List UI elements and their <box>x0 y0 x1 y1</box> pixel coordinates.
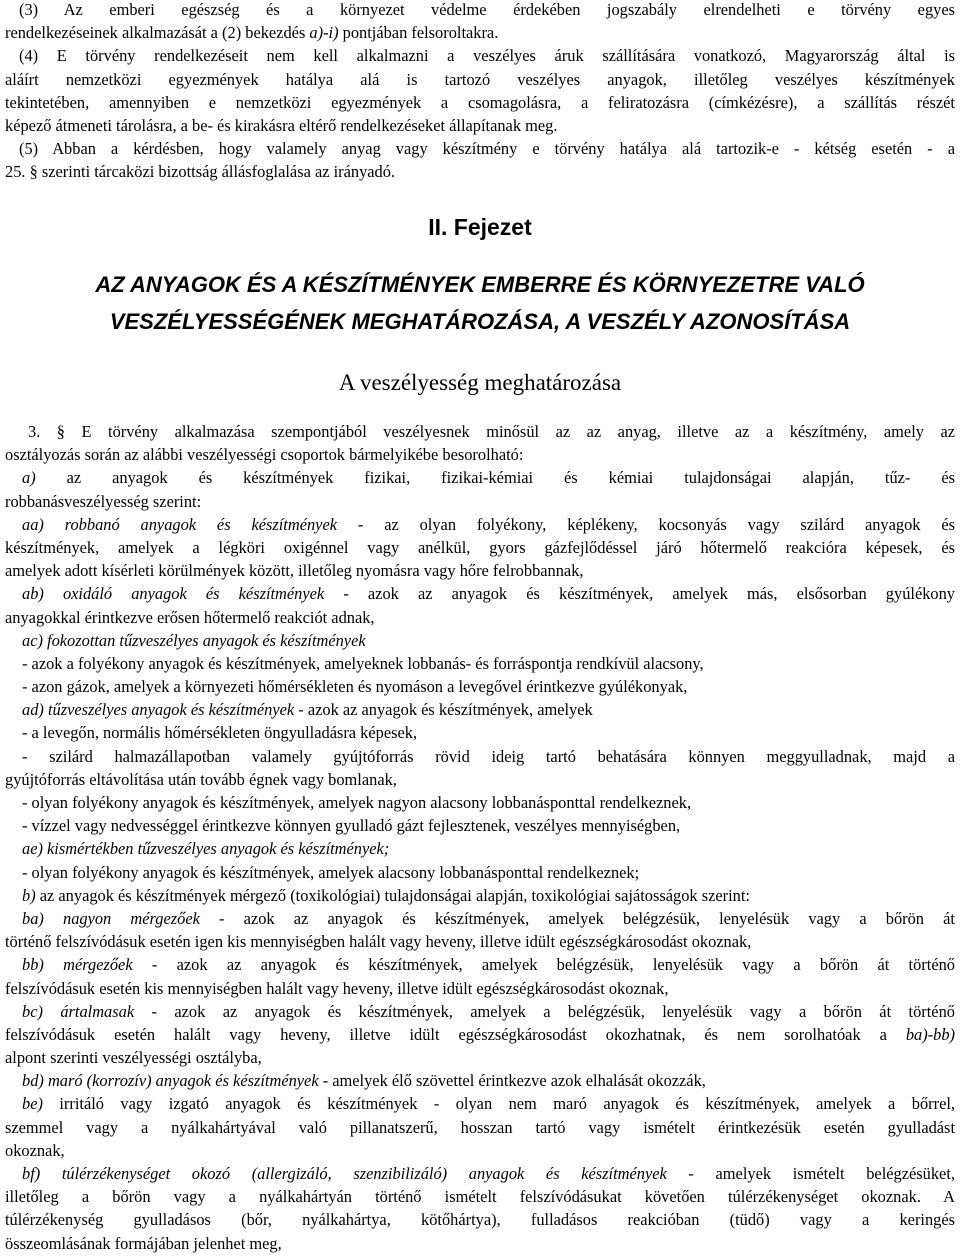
item-b-line-1: b) az anyagok és készítmények mérgező (toxikológiai) tulajdonságai alapján, toxikológiai sajátosságok szerint: <box>22 885 750 905</box>
section-3-line-1: 3. § E törvény alkalmazása szempontjából veszélyesnek minősül az az anyag, illetve az a készítmény, amely az <box>28 422 955 441</box>
item-bf-line-4: összeomlásának formájában jelenhet meg, <box>5 1233 282 1253</box>
item-ba-line-2: történő felszívódásuk esetén igen kis mennyiségben halált vagy heveny, illetve idült egészségkárosodást okoznak, <box>5 932 752 952</box>
para-5-line-2: 25. § szerinti tárcaközi bizottság állásfoglalása az irányadó. <box>5 162 396 182</box>
item-bc-line-1: bc) ártalmasak - azok az anyagok és készítmények, amelyek a belégzésük, lenyelésük vagy a bőrön át történő <box>22 1001 955 1021</box>
item-ac-dash-2: - azon gázok, amelyek a környezeti hőmérsékleten és nyomáson a levegővel érintkezve gyúlékonyak, <box>22 677 688 697</box>
section-subheading: A veszélyesség meghatározása <box>338 370 622 395</box>
item-a-line-2: robbanásveszélyesség szerint: <box>5 491 202 511</box>
item-ad-dash-2: - szilárd halmazállapotban valamely gyújtóforrás rövid ideig tartó behatására könnyen meggyulladnak, majd a <box>22 746 955 766</box>
item-a-line-1: a) az anyagok és készítmények fizikai, fizikai-kémiai és kémiai tulajdonságai alapján, tűz- és <box>22 468 955 488</box>
intro-paragraphs <box>5 0 955 184</box>
item-ad-dash-1: - a levegőn, normális hőmérsékleten öngyulladásra képesek, <box>22 723 418 743</box>
item-bb-line-2: felszívódásuk esetén kis mennyiségben halált vagy heveny, illetve idült egészségkárosodást okoznak, <box>5 978 669 998</box>
item-ad-dash-4: - vízzel vagy nedvességgel érintkezve könnyen gyulladó gázt fejlesztenek, veszélyes mennyiségben, <box>22 816 681 836</box>
para-4-line-2: aláírt nemzetközi egyezmények hatálya alá is tartozó veszélyes anyagok, illetőleg veszélyes készítmények <box>5 69 955 89</box>
item-be-line-2: szemmel vagy a nyálkahártyával való pillanatszerű, hosszan tartó vagy ismételt érintkezésük esetén gyulladást <box>5 1117 955 1137</box>
item-aa-line-2: készítmények, amelyek a légköri oxigénnel vagy anélkül, gyors gázfejlődéssel járó hőtermelő reakcióra képesek, és <box>5 537 955 557</box>
item-bd-line-1: bd) maró (korrozív) anyagok és készítmények - amelyek élő szövettel érintkezve azok elhalását okozzák, <box>22 1071 706 1091</box>
item-ae-dash-1: - olyan folyékony anyagok és készítmények, amelyek alacsony lobbanásponttal rendelkeznek; <box>22 862 640 882</box>
item-ba-line-1: ba) nagyon mérgezőek - azok az anyagok és készítmények, amelyek belégzésük, lenyelésük vagy a bőrön át <box>22 908 955 928</box>
item-ac-line-1: ac) fokozottan tűzveszélyes anyagok és készítmények <box>22 630 366 650</box>
chapter-heading-line-2: VESZÉLYESSÉGÉNEK MEGHATÁROZÁSA, A VESZÉLY AZONOSÍTÁSA <box>109 309 851 334</box>
section-3-body <box>5 420 955 1255</box>
para-3-line-1: (3) Az emberi egészség és a környezet védelme érdekében jogszabály elrendelheti e törvény egyes <box>19 0 955 19</box>
item-ad-line-1: ad) tűzveszélyes anyagok és készítmények - azok az anyagok és készítmények, amelyek <box>22 700 593 720</box>
item-ab-line-1: ab) oxidáló anyagok és készítmények - azok az anyagok és készítmények, amelyek más, elsősorban gyúlékony <box>22 584 955 604</box>
item-bf-line-3: túlérzékenység gyulladásos (bőr, nyálkahártya, kötőhártya), fulladásos reakcióban (tüdő) vagy a keringés <box>5 1210 955 1230</box>
item-aa-line-1: aa) robbanó anyagok és készítmények - az olyan folyékony, képlékeny, kocsonyás vagy szilárd anyagok és <box>22 514 955 534</box>
item-ac-dash-1: - azok a folyékony anyagok és készítmények, amelyeknek lobbanás- és forráspontja rendkívül alacsony, <box>22 653 704 673</box>
item-bc-line-3: alpont szerinti veszélyességi osztályba, <box>5 1048 262 1068</box>
para-4-line-3: tekintetében, amennyiben e nemzetközi egyezmények a csomagolásra, a feliratozásra (címkézésre), a szállítás részét <box>5 92 955 112</box>
para-4-line-4: képező átmeneti tárolásra, a be- és kirakásra eltérő rendelkezéseket állapítanak meg. <box>5 115 558 135</box>
item-ad-dash-2-cont: gyújtóforrás eltávolítása után tovább égnek vagy bomlanak, <box>5 769 397 789</box>
item-bf-line-2: illetőleg a bőrön vagy a nyálkahártyán történő ismételt felszívódásukat követően túlérzékenységet okoznak. A <box>5 1187 955 1207</box>
chapter-title: II. Fejezet <box>428 214 532 240</box>
item-ad-dash-3: - olyan folyékony anyagok és készítmények, amelyek nagyon alacsony lobbanásponttal rendelkeznek, <box>22 793 692 812</box>
item-ab-line-2: anyagokkal érintkezve erősen hőtermelő reakciót adnak, <box>5 607 375 627</box>
para-5-line-1: (5) Abban a kérdésben, hogy valamely anyag vagy készítmény e törvény hatálya alá tartozik-e - kétség esetén - a <box>19 139 955 159</box>
item-bb-line-1: bb) mérgezőek - azok az anyagok és készítmények, amelyek belégzésük, lenyelésük vagy a bőrön át történő <box>22 955 955 975</box>
chapter-heading-line-1: AZ ANYAGOK ÉS A KÉSZÍTMÉNYEK EMBERRE ÉS KÖRNYEZETRE VALÓ <box>95 272 865 297</box>
item-bf-line-1: bf) túlérzékenységet okozó (allergizáló, szenzibilizáló) anyagok és készítmények - amelyek ismételt belégzésüket, <box>22 1164 955 1183</box>
item-be-line-3: okoznak, <box>5 1140 65 1160</box>
para-4-line-1: (4) E törvény rendelkezéseit nem kell alkalmazni a veszélyes áruk szállítására vonatkozó, Magyarország által is <box>19 46 955 66</box>
section-3-line-2: osztályozás során az alábbi veszélyességi csoportok bármelyikébe besorolható: <box>5 445 524 465</box>
item-be-line-1: be) irritáló vagy izgató anyagok és készítmények - olyan nem maró anyagok és készítmények, amelyek a bőrrel, <box>22 1094 955 1114</box>
item-bc-line-2: felszívódásuk esetén halált vagy heveny, illetve idült egészségkárosodást okozhatnak, és nem sorolhatóak a ba)-bb) <box>5 1024 955 1044</box>
item-aa-line-3: amelyek adott kísérleti körülmények között, illetőleg nyomásra vagy hőre felrobbannak, <box>5 561 584 581</box>
item-ae-line-1: ae) kismértékben tűzveszélyes anyagok és készítmények; <box>22 839 390 859</box>
para-3-line-2: rendelkezéseinek alkalmazását a (2) bekezdés a)-i) pontjában felsoroltakra. <box>5 23 499 43</box>
